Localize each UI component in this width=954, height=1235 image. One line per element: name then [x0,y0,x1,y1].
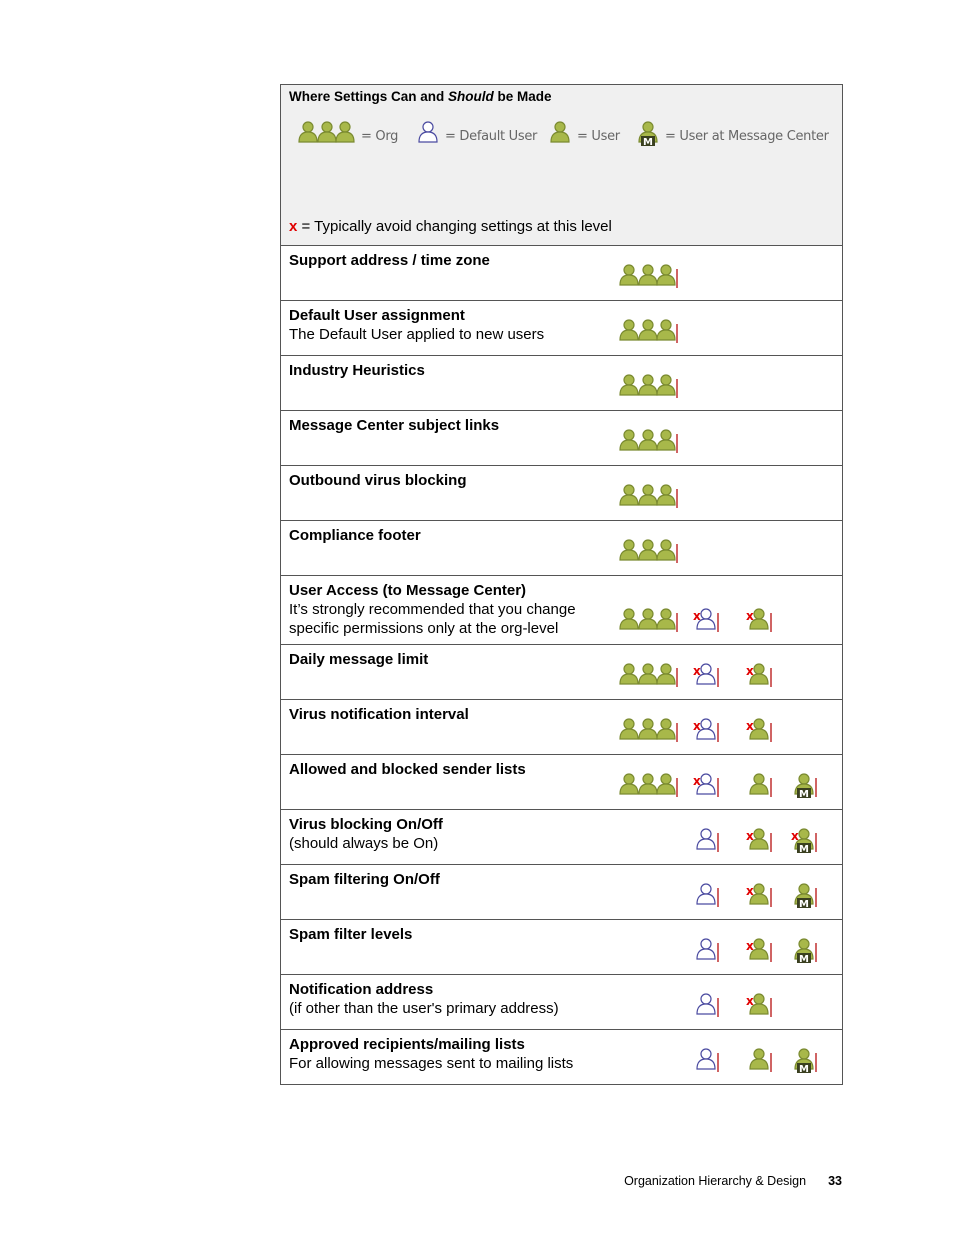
org-icon [618,266,678,294]
legend-label: = User at Message Center [665,128,829,144]
table-row [281,810,842,865]
setting-label: Notification address [289,981,434,998]
setting-description: It’s strongly recommended that you change specific permissions only at the org-level [289,601,576,637]
setting-label: Daily message limit [289,651,429,668]
svg-text:x: x [746,829,754,843]
setting-text [289,581,609,638]
setting-description: For allowing messages sent to mailing lists [289,1055,574,1072]
org-icon [618,775,678,803]
default-user-icon [693,885,723,913]
header-title: Where Settings Can and Should be Made [289,89,552,104]
org-icon [618,376,678,404]
org-icon [618,610,678,638]
setting-label: Industry Heuristics [289,362,425,379]
table-row [281,1030,842,1085]
message-center-user-icon [635,123,663,149]
table-row [281,755,842,810]
user-icon [746,665,776,693]
table-row [281,576,842,645]
user-icon [746,940,776,968]
setting-text [289,251,609,270]
default-user-icon [693,1050,723,1078]
table-row [281,246,842,301]
message-center-user-icon [791,830,821,858]
svg-text:x: x [791,829,799,843]
setting-text [289,306,609,344]
default-user-icon [693,940,723,968]
legend-item [547,123,620,149]
table-row [281,700,842,755]
svg-text:x: x [746,664,754,678]
svg-text:M: M [799,789,809,800]
setting-label: Allowed and blocked sender lists [289,761,526,778]
table-row [281,411,842,466]
user-icon [746,885,776,913]
setting-label: Spam filter levels [289,926,413,943]
legend-label: = User [577,128,620,144]
table-row [281,865,842,920]
setting-label: User Access (to Message Center) [289,582,527,599]
user-icon [746,720,776,748]
svg-text:M: M [799,954,809,965]
setting-label: Message Center subject links [289,417,500,434]
org-icon [618,720,678,748]
settings-rows [281,246,842,1085]
org-icon [618,431,678,459]
setting-description: (should always be On) [289,835,439,852]
legend-label: = Default User [445,128,538,144]
user-icon [547,123,575,149]
table-header [281,85,842,246]
default-user-icon [693,995,723,1023]
default-user-icon [693,720,723,748]
legend-item [297,123,398,149]
setting-description: The Default User applied to new users [289,326,545,343]
legend-item [415,123,537,149]
user-icon [746,610,776,638]
setting-text [289,980,609,1018]
user-icon [746,1050,776,1078]
svg-text:x: x [746,719,754,733]
footer-section: Organization Hierarchy & Design [624,1174,807,1188]
org-icon [618,541,678,569]
table-row [281,645,842,700]
svg-text:x: x [746,939,754,953]
legend-label: = Org [361,128,399,144]
message-center-user-icon [791,940,821,968]
icon-legend [297,123,837,153]
table-row [281,920,842,975]
setting-text [289,361,609,380]
setting-text [289,815,609,853]
table-row [281,521,842,576]
setting-text [289,526,609,545]
default-user-icon [693,775,723,803]
org-icon [297,123,359,149]
setting-label: Approved recipients/mailing lists [289,1036,525,1053]
setting-label: Virus blocking On/Off [289,816,443,833]
message-center-user-icon [791,885,821,913]
legend-item [635,123,829,149]
setting-text [289,1035,609,1073]
setting-text [289,416,609,435]
svg-text:M: M [799,1064,809,1075]
setting-text [289,925,609,944]
default-user-icon [693,665,723,693]
svg-text:x: x [693,609,701,623]
svg-text:M: M [643,137,653,148]
svg-text:x: x [746,884,754,898]
setting-label: Support address / time zone [289,252,490,269]
default-user-icon [415,123,443,149]
svg-text:x: x [693,774,701,788]
message-center-user-icon [791,775,821,803]
setting-text [289,705,609,724]
page-footer [600,1174,842,1188]
setting-label: Outbound virus blocking [289,472,467,489]
setting-label: Spam filtering On/Off [289,871,440,888]
table-row [281,301,842,356]
default-user-icon [693,830,723,858]
svg-text:x: x [693,664,701,678]
setting-text [289,650,609,669]
svg-text:M: M [799,899,809,910]
svg-text:M: M [799,844,809,855]
table-row [281,356,842,411]
user-icon [746,775,776,803]
message-center-user-icon [791,1050,821,1078]
org-icon [618,665,678,693]
table-row [281,466,842,521]
default-user-icon [693,610,723,638]
settings-table [280,84,843,1085]
setting-label: Default User assignment [289,307,465,324]
setting-label: Virus notification interval [289,706,469,723]
setting-text [289,760,609,779]
org-icon [618,321,678,349]
svg-text:x: x [693,719,701,733]
user-icon [746,830,776,858]
user-icon [746,995,776,1023]
setting-description: (if other than the user's primary address) [289,1000,559,1017]
svg-text:x: x [746,609,754,623]
setting-label: Compliance footer [289,527,421,544]
setting-text [289,870,609,889]
page-number: 33 [828,1174,842,1188]
svg-text:x: x [746,994,754,1008]
avoid-note: x = Typically avoid changing settings at this level [289,218,612,235]
setting-text [289,471,609,490]
org-icon [618,486,678,514]
table-row [281,975,842,1030]
